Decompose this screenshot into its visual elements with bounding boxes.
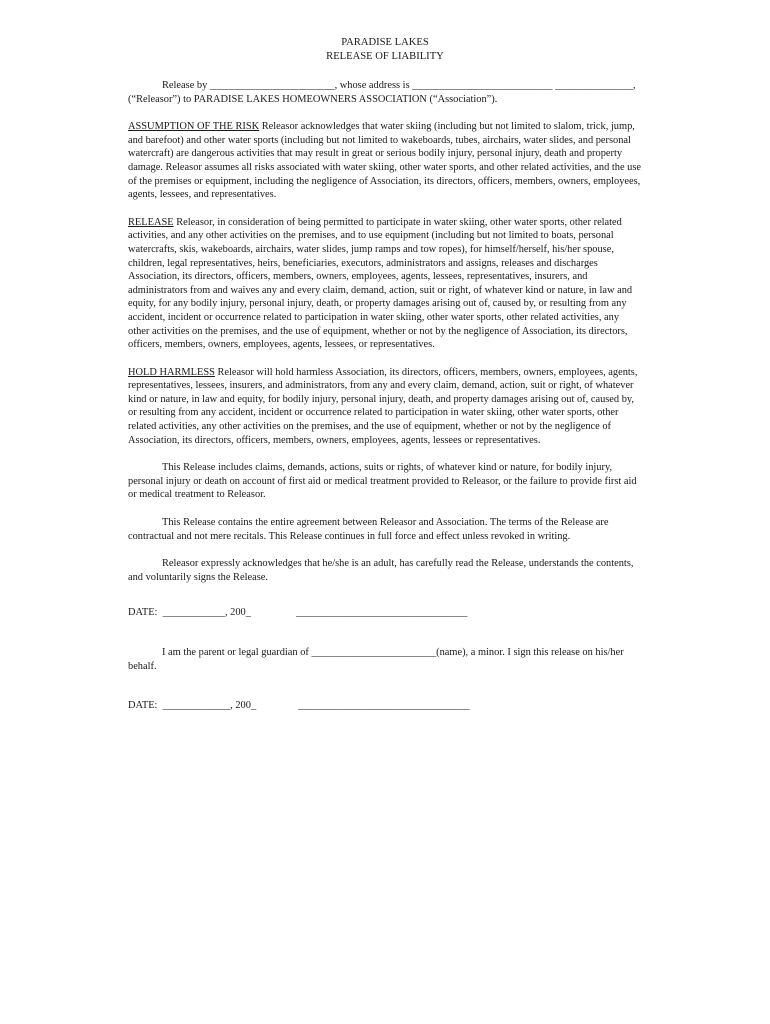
assumption-of-risk-section: [128, 120, 642, 202]
signature-line-1: _________________________________: [295, 607, 468, 619]
hold-harmless-body: Releasor will hold harmless Association, its directors, officers, members, owners, employees, agents, representatives, lessees, insurers, and administrators, from any and every claim, demand, action, suit or right, of whatever kind or nature, in law and equity, for bodily injury, personal injury, death, and property damages arising out of, caused by, or resulting from any accident, incident or occurrence related to participation in water skiing, other water sports, other related activities, any other activities on the premises, and the use of equipment, whether or not by the negligence of Association, its directors, officers, members, owners, employees, agents, lessees or representatives.: [128, 366, 638, 446]
release-includes-paragraph: This Release includes claims, demands, actions, suits or rights, of whatever kind or nature, for bodily injury, personal injury or death on account of first aid or medical treatment provided to Releasor, or the failure to provide first aid or medical treatment to Releasor.: [128, 462, 637, 501]
date-signature-line-1: [128, 606, 642, 620]
release-body: Releasor, in consideration of being permitted to participate in water skiing, other water sports, other related activities, and any other activities on the premises, and to use equipment (including but not limited to boats, personal watercrafts, skis, wakeboards, airchairs, water slides, jump ramps and tow ropes), for himself/herself, his/her spouse, children, legal representatives, heirs, beneficiaries, executors, administrators and assigns, releases and discharges Association, its directors, officers, members, owners, employees, agents, lessees, representatives, insurers, and administrators from and waives any and every claim, demand, action, suit or right, of whatever kind or nature, in law and equity, for any bodily injury, personal injury, death, or property damages arising out of, caused by, or resulting from any accident, incident or occurrence related to participation in water skiing, other water sports, other related activities, any other activities on the premises, and the use of equipment, whether or not by the negligence of Association, its directors, officers, members, owners, employees, agents, lessees, or representatives.: [128, 216, 633, 351]
document-title-line1: PARADISE LAKES: [341, 37, 429, 48]
date-field-2: DATE: _____________, 200_: [128, 700, 257, 712]
assumption-of-risk-body: Releasor acknowledges that water skiing (including but not limited to slalom, trick, jump, and barefoot) and other water sports (including but not limited to wakeboards, tubes, airchairs, water slides, and personal watercraft) are dangerous activities that may result in great or serious bodily injury, personal injury, death and property damage. Releasor assumes all risks associated with water skiing, other water sports, and other related activities, and the use of the premises or equipment, including the negligence of Association, its directors, officers, members, owners, employees, agents, lessees, and representatives.: [128, 121, 642, 201]
hold-harmless-heading: HOLD HARMLESS: [128, 366, 215, 378]
hold-harmless-section: [128, 366, 642, 448]
document-title-line2: RELEASE OF LIABILITY: [326, 51, 444, 62]
acknowledgement-paragraph: Releasor expressly acknowledges that he/she is an adult, has carefully read the Release, understands the contents, and voluntarily signs the Release.: [128, 558, 634, 583]
date-field-1: DATE: ____________, 200_: [128, 607, 251, 619]
date-signature-line-2: [128, 699, 642, 713]
release-section: [128, 216, 642, 352]
intro-paragraph: Release by ________________________, whose address is ___________________________ _______________, (“Releasor”) to PARADISE LAKES HOMEOWNERS ASSOCIATION (“Association”).: [128, 80, 636, 105]
assumption-of-risk-heading: ASSUMPTION OF THE RISK: [128, 121, 260, 133]
entire-agreement-paragraph: This Release contains the entire agreement between Releasor and Association. The terms of the Release are contractual and not mere recitals. This Release continues in full force and effect unless revoked in writing.: [128, 517, 609, 542]
signature-line-2: _________________________________: [298, 700, 470, 712]
release-heading: RELEASE: [128, 216, 174, 228]
guardian-paragraph: I am the parent or legal guardian of ________________________(name), a minor. I sign this release on his/her behalf.: [128, 647, 624, 672]
